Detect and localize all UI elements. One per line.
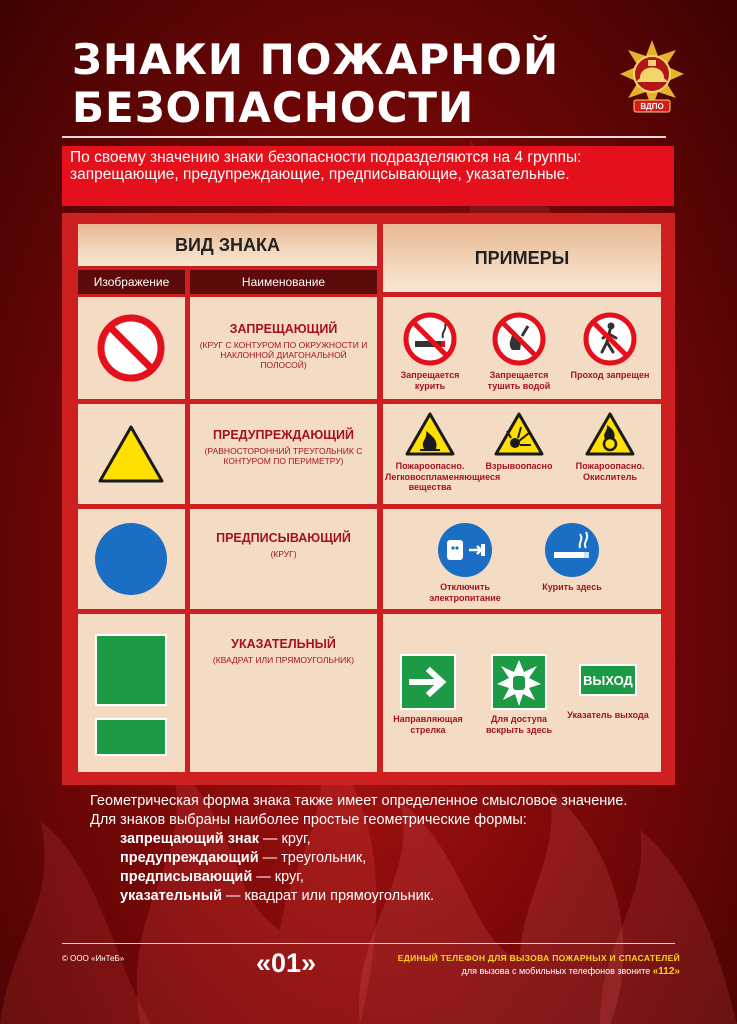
informative-rectangle-icon — [95, 718, 167, 756]
example-oxidizer — [565, 411, 655, 482]
explosive-warning-icon — [493, 411, 545, 457]
footer-divider — [62, 943, 675, 944]
row1-title: ЗАПРЕЩАЮЩИЙ — [229, 322, 338, 336]
flammable-warning-icon — [404, 411, 456, 457]
break-glass-icon — [491, 654, 547, 710]
emblem-label: ВДПО — [640, 102, 664, 111]
row2-name — [190, 428, 377, 466]
col-examples-header: ПРИМЕРЫ — [383, 224, 661, 292]
caption-oxidizer: Пожароопасно. Окислитель — [575, 461, 645, 482]
caption-exit-sign: Указатель выхода — [567, 710, 649, 720]
oxidizer-warning-icon — [584, 411, 636, 457]
caption-no-water: Запрещается тушить водой — [487, 370, 551, 391]
summary-item-2: предупреждающий — треугольник, — [120, 850, 367, 866]
disconnect-power-icon — [437, 522, 493, 578]
caption-no-entry: Проход запрещен — [570, 370, 650, 380]
prohibition-sign-icon — [96, 313, 166, 383]
row4-title: УКАЗАТЕЛЬНЫЙ — [231, 637, 336, 651]
caption-flammable: Пожароопасно. Легковоспламеняющиеся вещества — [385, 461, 501, 492]
row4-name — [190, 637, 377, 665]
title-divider — [62, 136, 666, 138]
page-title — [72, 36, 592, 132]
example-explosive — [474, 411, 564, 472]
caption-break-to-access: Для доступа вскрыть здесь — [485, 714, 553, 735]
exit-sign-text: ВЫХОД — [583, 673, 633, 688]
warning-triangle-icon — [97, 424, 165, 484]
caption-smoking-area: Курить здесь — [542, 582, 602, 592]
no-smoking-icon — [403, 312, 457, 366]
example-smoking-area — [527, 522, 617, 593]
summary-item-1: запрещающий знак — круг, — [120, 831, 311, 847]
copyright: © ООО «ИнТеБ» — [62, 954, 125, 963]
row3-name-cell — [190, 509, 377, 609]
row3-name — [190, 531, 377, 559]
caption-direction-arrow: Направляющая стрелка — [393, 714, 463, 735]
hotline-info — [330, 953, 680, 977]
summary-item-4: указательный — квадрат или прямоугольник. — [120, 888, 435, 904]
caption-disconnect-power: Отключить электропитание — [429, 582, 501, 603]
example-disconnect-power — [420, 522, 510, 603]
summary-item-3: предписывающий — круг, — [120, 869, 304, 885]
example-no-water — [474, 312, 564, 391]
title-line-2: БЕЗОПАСНОСТИ — [72, 83, 475, 132]
row2-title: ПРЕДУПРЕЖДАЮЩИЙ — [213, 428, 354, 442]
caption-no-smoking: Запрещается курить — [400, 370, 460, 391]
no-water-extinguishing-icon — [492, 312, 546, 366]
direction-arrow-icon — [400, 654, 456, 710]
row3-description: (КРУГ) — [270, 549, 297, 559]
col-type-header: ВИД ЗНАКА — [78, 224, 377, 266]
caption-explosive: Взрывоопасно — [485, 461, 553, 471]
example-direction-arrow — [383, 654, 473, 735]
no-pedestrian-icon — [583, 312, 637, 366]
smoking-area-icon — [544, 522, 600, 578]
mobile-hotline: для вызова с мобильных телефонов звоните «112» — [461, 966, 680, 977]
row2-description: (РАВНОСТОРОННИЙ ТРЕУГОЛЬНИК С КОНТУРОМ ПО ПЕРИМЕТРУ) — [204, 446, 363, 466]
example-no-smoking — [385, 312, 475, 391]
example-exit-sign — [563, 664, 653, 721]
col-image-header: Изображение — [78, 270, 185, 294]
mandatory-circle-icon — [94, 522, 168, 596]
example-break-to-access — [474, 654, 564, 735]
example-no-entry — [565, 312, 655, 381]
row1-description: (КРУГ С КОНТУРОМ ПО ОКРУЖНОСТИ И НАКЛОННОЙ ДИАГОНАЛЬНОЙ ПОЛОСОЙ) — [199, 340, 368, 370]
poster-number: «01» — [256, 948, 317, 978]
row1-name — [190, 322, 377, 370]
col-name-header: Наименование — [190, 270, 377, 294]
summary-text — [90, 792, 680, 906]
informative-square-icon — [95, 634, 167, 706]
vdpo-emblem-icon — [618, 38, 686, 118]
hotline-title: ЕДИНЫЙ ТЕЛЕФОН ДЛЯ ВЫЗОВА ПОЖАРНЫХ И СПАСАТЕЛЕЙ — [397, 953, 680, 963]
row3-title: ПРЕДПИСЫВАЮЩИЙ — [216, 531, 351, 545]
title-line-1: ЗНАКИ ПОЖАРНОЙ — [72, 35, 560, 84]
exit-sign-icon — [579, 664, 637, 696]
row4-description: (КВАДРАТ ИЛИ ПРЯМОУГОЛЬНИК) — [212, 655, 355, 665]
example-flammable — [385, 411, 501, 493]
summary-paragraph-2: Для знаков выбраны наиболее простые геометрические формы: — [90, 812, 527, 828]
intro-text: По своему значению знаки безопасности подразделяются на 4 группы: запрещающие, предупреждающие, предписывающие, указательные. — [62, 146, 674, 206]
summary-paragraph-1: Геометрическая форма знака также имеет определенное смысловое значение. — [90, 793, 628, 809]
